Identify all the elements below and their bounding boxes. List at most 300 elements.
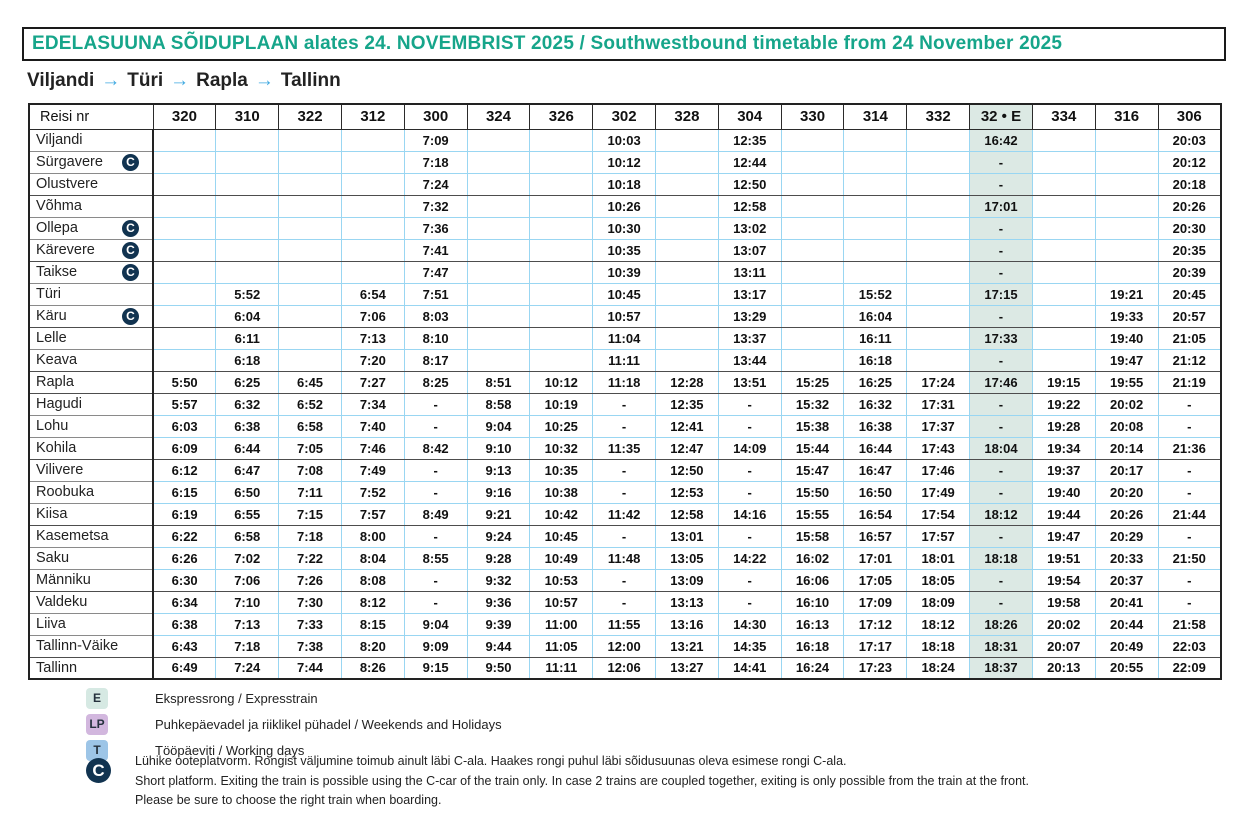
- empty-cell: [530, 129, 593, 151]
- time-cell: -: [593, 569, 656, 591]
- time-cell: -: [404, 393, 467, 415]
- empty-cell: [153, 261, 216, 283]
- time-cell: 16:18: [844, 349, 907, 371]
- empty-cell: [216, 217, 279, 239]
- time-cell: 7:09: [404, 129, 467, 151]
- corner-header-reisi-nr: Reisi nr: [29, 104, 153, 129]
- empty-cell: [467, 217, 530, 239]
- empty-cell: [467, 327, 530, 349]
- time-cell: 13:01: [656, 525, 719, 547]
- time-cell: -: [718, 415, 781, 437]
- time-cell: 7:13: [216, 613, 279, 635]
- time-cell: 6:19: [153, 503, 216, 525]
- time-cell: 20:30: [1158, 217, 1221, 239]
- timetable-row: [29, 657, 1221, 679]
- time-cell: 7:06: [216, 569, 279, 591]
- time-cell: 10:18: [593, 173, 656, 195]
- empty-cell: [341, 173, 404, 195]
- time-cell: -: [970, 151, 1033, 173]
- time-cell: 8:42: [404, 437, 467, 459]
- time-cell: 19:33: [1095, 305, 1158, 327]
- time-cell: 22:03: [1158, 635, 1221, 657]
- empty-cell: [656, 305, 719, 327]
- time-cell: 9:13: [467, 459, 530, 481]
- station-cell: [29, 129, 153, 151]
- time-cell: 7:18: [216, 635, 279, 657]
- route-station: Türi: [127, 70, 164, 91]
- time-cell: -: [970, 393, 1033, 415]
- time-cell: 8:17: [404, 349, 467, 371]
- legend-item: [86, 687, 318, 709]
- time-cell: 7:44: [279, 657, 342, 679]
- time-cell: 20:44: [1095, 613, 1158, 635]
- short-platform-note-line: Short platform. Exiting the train is possible using the C-car of the train only. In case 2 trains are coupled together, exiting is only possible from the train at the front.: [135, 773, 1029, 788]
- time-cell: 20:55: [1095, 657, 1158, 679]
- empty-cell: [341, 261, 404, 283]
- time-cell: 19:22: [1032, 393, 1095, 415]
- time-cell: 8:10: [404, 327, 467, 349]
- time-cell: -: [970, 459, 1033, 481]
- route-arrow-icon: →: [170, 70, 190, 91]
- time-cell: 10:57: [593, 305, 656, 327]
- empty-cell: [341, 151, 404, 173]
- empty-cell: [844, 151, 907, 173]
- route-arrow-icon: →: [101, 70, 121, 91]
- station-name: Valdeku: [36, 594, 88, 610]
- time-cell: 10:12: [593, 151, 656, 173]
- time-cell: 18:09: [907, 591, 970, 613]
- time-cell: 19:15: [1032, 371, 1095, 393]
- empty-cell: [530, 151, 593, 173]
- time-cell: -: [593, 481, 656, 503]
- empty-cell: [279, 349, 342, 371]
- time-cell: 14:41: [718, 657, 781, 679]
- time-cell: 18:31: [970, 635, 1033, 657]
- empty-cell: [844, 195, 907, 217]
- time-cell: 7:27: [341, 371, 404, 393]
- empty-cell: [907, 327, 970, 349]
- time-cell: 20:20: [1095, 481, 1158, 503]
- time-cell: 7:49: [341, 459, 404, 481]
- time-cell: -: [970, 239, 1033, 261]
- short-platform-icon: C: [86, 758, 111, 783]
- time-cell: 19:47: [1095, 349, 1158, 371]
- time-cell: 7:41: [404, 239, 467, 261]
- time-cell: 11:55: [593, 613, 656, 635]
- empty-cell: [530, 349, 593, 371]
- empty-cell: [153, 349, 216, 371]
- time-cell: 7:24: [404, 173, 467, 195]
- station-name: Taikse: [36, 264, 78, 280]
- time-cell: 21:58: [1158, 613, 1221, 635]
- empty-cell: [1032, 327, 1095, 349]
- empty-cell: [467, 349, 530, 371]
- time-cell: 8:26: [341, 657, 404, 679]
- time-cell: 18:37: [970, 657, 1033, 679]
- legend-label: Ekspressrong / Expresstrain: [155, 690, 318, 706]
- station-name: Tallinn-Väike: [36, 638, 119, 654]
- time-cell: 15:25: [781, 371, 844, 393]
- empty-cell: [907, 305, 970, 327]
- empty-cell: [781, 283, 844, 305]
- station-cell: [29, 591, 153, 613]
- time-cell: 7:18: [404, 151, 467, 173]
- time-cell: 12:00: [593, 635, 656, 657]
- station-name: Lelle: [36, 330, 67, 346]
- time-cell: 7:46: [341, 437, 404, 459]
- timetable-row: [29, 349, 1221, 371]
- time-cell: 8:12: [341, 591, 404, 613]
- time-cell: 6:50: [216, 481, 279, 503]
- station-cell: [29, 459, 153, 481]
- time-cell: 22:09: [1158, 657, 1221, 679]
- timetable-row: [29, 481, 1221, 503]
- empty-cell: [781, 305, 844, 327]
- time-cell: 20:49: [1095, 635, 1158, 657]
- timetable-row: [29, 129, 1221, 151]
- time-cell: 21:50: [1158, 547, 1221, 569]
- time-cell: 21:05: [1158, 327, 1221, 349]
- empty-cell: [656, 261, 719, 283]
- time-cell: 6:03: [153, 415, 216, 437]
- timetable-row: [29, 569, 1221, 591]
- station-name: Olustvere: [36, 176, 99, 192]
- time-cell: 7:30: [279, 591, 342, 613]
- station-cell: [29, 657, 153, 679]
- train-number-header: 310: [216, 104, 279, 129]
- time-cell: 11:05: [530, 635, 593, 657]
- time-cell: 20:57: [1158, 305, 1221, 327]
- time-cell: 7:57: [341, 503, 404, 525]
- station-cell: [29, 613, 153, 635]
- time-cell: 12:47: [656, 437, 719, 459]
- empty-cell: [1032, 305, 1095, 327]
- time-cell: 10:35: [593, 239, 656, 261]
- time-cell: 12:41: [656, 415, 719, 437]
- time-cell: 13:13: [656, 591, 719, 613]
- time-cell: 6:52: [279, 393, 342, 415]
- train-number-header: 316: [1095, 104, 1158, 129]
- time-cell: 10:42: [530, 503, 593, 525]
- time-cell: 17:57: [907, 525, 970, 547]
- time-cell: 7:20: [341, 349, 404, 371]
- short-platform-note-line: Lühike ooteplatvorm. Rongist väljumine toimub ainult läbi C-ala. Haakes rongi puhul läbi sõidusuunas oleva esimese rongi C-ala.: [135, 754, 847, 768]
- time-cell: 17:23: [844, 657, 907, 679]
- train-number-header: 330: [781, 104, 844, 129]
- time-cell: 7:11: [279, 481, 342, 503]
- time-cell: 20:39: [1158, 261, 1221, 283]
- empty-cell: [1095, 195, 1158, 217]
- empty-cell: [656, 129, 719, 151]
- time-cell: 17:17: [844, 635, 907, 657]
- empty-cell: [279, 305, 342, 327]
- station-name: Hagudi: [36, 396, 82, 412]
- empty-cell: [656, 239, 719, 261]
- station-cell: [29, 195, 153, 217]
- empty-cell: [279, 151, 342, 173]
- empty-cell: [279, 261, 342, 283]
- route-breadcrumb: [27, 70, 341, 92]
- time-cell: -: [970, 481, 1033, 503]
- station-name: Lohu: [36, 418, 69, 434]
- station-name: Sürgavere: [36, 154, 103, 170]
- time-cell: 14:16: [718, 503, 781, 525]
- empty-cell: [341, 129, 404, 151]
- time-cell: 14:22: [718, 547, 781, 569]
- time-cell: 15:52: [844, 283, 907, 305]
- empty-cell: [341, 195, 404, 217]
- timetable-row: [29, 459, 1221, 481]
- time-cell: -: [1158, 591, 1221, 613]
- empty-cell: [279, 283, 342, 305]
- time-cell: 19:54: [1032, 569, 1095, 591]
- time-cell: -: [593, 459, 656, 481]
- station-cell: [29, 503, 153, 525]
- time-cell: 5:52: [216, 283, 279, 305]
- time-cell: 6:11: [216, 327, 279, 349]
- time-cell: 8:00: [341, 525, 404, 547]
- empty-cell: [656, 173, 719, 195]
- time-cell: 6:55: [216, 503, 279, 525]
- time-cell: 7:10: [216, 591, 279, 613]
- station-name: Ollepa: [36, 220, 78, 236]
- train-number-header: 32 • E: [970, 104, 1033, 129]
- route-station: Tallinn: [280, 70, 341, 91]
- time-cell: -: [404, 569, 467, 591]
- time-cell: 17:46: [970, 371, 1033, 393]
- timetable-row: [29, 613, 1221, 635]
- empty-cell: [467, 283, 530, 305]
- empty-cell: [467, 195, 530, 217]
- empty-cell: [907, 261, 970, 283]
- time-cell: 10:19: [530, 393, 593, 415]
- time-cell: 15:55: [781, 503, 844, 525]
- timetable-row: [29, 327, 1221, 349]
- time-cell: 9:50: [467, 657, 530, 679]
- time-cell: 13:07: [718, 239, 781, 261]
- time-cell: 13:29: [718, 305, 781, 327]
- station-name: Kiisa: [36, 506, 68, 522]
- empty-cell: [216, 173, 279, 195]
- time-cell: 20:17: [1095, 459, 1158, 481]
- time-cell: 7:05: [279, 437, 342, 459]
- empty-cell: [1032, 239, 1095, 261]
- empty-cell: [656, 217, 719, 239]
- station-cell: [29, 635, 153, 657]
- legend-label: Puhkepäevadel ja riiklikel pühadel / Weekends and Holidays: [155, 716, 502, 732]
- time-cell: 19:51: [1032, 547, 1095, 569]
- empty-cell: [1095, 217, 1158, 239]
- time-cell: 17:54: [907, 503, 970, 525]
- time-cell: 21:19: [1158, 371, 1221, 393]
- time-cell: 13:16: [656, 613, 719, 635]
- empty-cell: [907, 349, 970, 371]
- time-cell: 10:57: [530, 591, 593, 613]
- empty-cell: [781, 349, 844, 371]
- time-cell: 21:36: [1158, 437, 1221, 459]
- time-cell: 12:28: [656, 371, 719, 393]
- time-cell: 12:06: [593, 657, 656, 679]
- station-name: Rapla: [36, 374, 74, 390]
- time-cell: 7:40: [341, 415, 404, 437]
- time-cell: 6:45: [279, 371, 342, 393]
- empty-cell: [279, 195, 342, 217]
- time-cell: 7:18: [279, 525, 342, 547]
- empty-cell: [216, 129, 279, 151]
- time-cell: 7:32: [404, 195, 467, 217]
- time-cell: 15:47: [781, 459, 844, 481]
- time-cell: 16:24: [781, 657, 844, 679]
- time-cell: 11:42: [593, 503, 656, 525]
- time-cell: 20:37: [1095, 569, 1158, 591]
- timetable-row: [29, 393, 1221, 415]
- empty-cell: [530, 261, 593, 283]
- station-cell: [29, 481, 153, 503]
- time-cell: 7:47: [404, 261, 467, 283]
- time-cell: 18:12: [907, 613, 970, 635]
- time-cell: 20:14: [1095, 437, 1158, 459]
- timetable-row: [29, 261, 1221, 283]
- time-cell: 14:35: [718, 635, 781, 657]
- empty-cell: [530, 173, 593, 195]
- time-cell: 19:28: [1032, 415, 1095, 437]
- empty-cell: [1032, 173, 1095, 195]
- time-cell: 6:54: [341, 283, 404, 305]
- time-cell: 9:44: [467, 635, 530, 657]
- time-cell: 20:41: [1095, 591, 1158, 613]
- time-cell: 9:21: [467, 503, 530, 525]
- time-cell: 20:29: [1095, 525, 1158, 547]
- time-cell: 18:24: [907, 657, 970, 679]
- time-cell: 17:31: [907, 393, 970, 415]
- empty-cell: [216, 239, 279, 261]
- time-cell: -: [718, 525, 781, 547]
- timetable-row: [29, 591, 1221, 613]
- time-cell: 9:36: [467, 591, 530, 613]
- empty-cell: [279, 239, 342, 261]
- time-cell: 9:28: [467, 547, 530, 569]
- time-cell: 8:51: [467, 371, 530, 393]
- time-cell: 21:12: [1158, 349, 1221, 371]
- time-cell: 8:49: [404, 503, 467, 525]
- time-cell: 16:10: [781, 591, 844, 613]
- time-cell: 17:12: [844, 613, 907, 635]
- empty-cell: [467, 239, 530, 261]
- time-cell: 16:06: [781, 569, 844, 591]
- station-name: Võhma: [36, 198, 82, 214]
- time-cell: 9:32: [467, 569, 530, 591]
- empty-cell: [1032, 129, 1095, 151]
- time-cell: 10:38: [530, 481, 593, 503]
- time-cell: 21:44: [1158, 503, 1221, 525]
- station-cell: [29, 371, 153, 393]
- time-cell: 17:01: [970, 195, 1033, 217]
- time-cell: 10:45: [530, 525, 593, 547]
- empty-cell: [1032, 151, 1095, 173]
- empty-cell: [781, 173, 844, 195]
- train-number-header: 322: [279, 104, 342, 129]
- route-station: Rapla: [196, 70, 248, 91]
- time-cell: 15:44: [781, 437, 844, 459]
- empty-cell: [216, 261, 279, 283]
- time-cell: -: [593, 393, 656, 415]
- time-cell: 13:05: [656, 547, 719, 569]
- time-cell: 17:01: [844, 547, 907, 569]
- time-cell: 16:42: [970, 129, 1033, 151]
- train-number-header: 304: [718, 104, 781, 129]
- time-cell: 10:32: [530, 437, 593, 459]
- empty-cell: [1032, 349, 1095, 371]
- time-cell: 14:30: [718, 613, 781, 635]
- time-cell: 18:04: [970, 437, 1033, 459]
- time-cell: 10:12: [530, 371, 593, 393]
- time-cell: 17:15: [970, 283, 1033, 305]
- train-number-header: 324: [467, 104, 530, 129]
- time-cell: 17:46: [907, 459, 970, 481]
- time-cell: -: [718, 569, 781, 591]
- time-cell: 5:57: [153, 393, 216, 415]
- time-cell: 7:22: [279, 547, 342, 569]
- train-number-header: 334: [1032, 104, 1095, 129]
- empty-cell: [781, 151, 844, 173]
- time-cell: 12:50: [656, 459, 719, 481]
- time-cell: 20:45: [1158, 283, 1221, 305]
- empty-cell: [1095, 261, 1158, 283]
- time-cell: 12:53: [656, 481, 719, 503]
- short-platform-icon: C: [122, 242, 139, 259]
- time-cell: -: [593, 525, 656, 547]
- time-cell: 16:32: [844, 393, 907, 415]
- time-cell: 16:11: [844, 327, 907, 349]
- station-name: Kohila: [36, 440, 77, 456]
- timetable-row: [29, 371, 1221, 393]
- time-cell: 18:05: [907, 569, 970, 591]
- train-number-header: 320: [153, 104, 216, 129]
- time-cell: 17:37: [907, 415, 970, 437]
- timetable-row: [29, 173, 1221, 195]
- time-cell: -: [970, 173, 1033, 195]
- time-cell: 6:32: [216, 393, 279, 415]
- time-cell: 13:11: [718, 261, 781, 283]
- time-cell: -: [970, 261, 1033, 283]
- time-cell: -: [1158, 393, 1221, 415]
- station-cell: [29, 261, 153, 283]
- time-cell: 13:51: [718, 371, 781, 393]
- time-cell: 15:50: [781, 481, 844, 503]
- time-cell: 12:44: [718, 151, 781, 173]
- time-cell: 20:35: [1158, 239, 1221, 261]
- time-cell: 11:18: [593, 371, 656, 393]
- time-cell: 20:12: [1158, 151, 1221, 173]
- time-cell: 17:24: [907, 371, 970, 393]
- time-cell: 19:44: [1032, 503, 1095, 525]
- time-cell: 13:27: [656, 657, 719, 679]
- timetable-row: [29, 503, 1221, 525]
- time-cell: 7:33: [279, 613, 342, 635]
- time-cell: 11:00: [530, 613, 593, 635]
- time-cell: 8:03: [404, 305, 467, 327]
- time-cell: -: [970, 415, 1033, 437]
- empty-cell: [907, 129, 970, 151]
- empty-cell: [279, 173, 342, 195]
- time-cell: 12:58: [656, 503, 719, 525]
- time-cell: 8:15: [341, 613, 404, 635]
- time-cell: 20:03: [1158, 129, 1221, 151]
- timetable-row: [29, 195, 1221, 217]
- time-cell: 9:10: [467, 437, 530, 459]
- empty-cell: [656, 327, 719, 349]
- empty-cell: [844, 129, 907, 151]
